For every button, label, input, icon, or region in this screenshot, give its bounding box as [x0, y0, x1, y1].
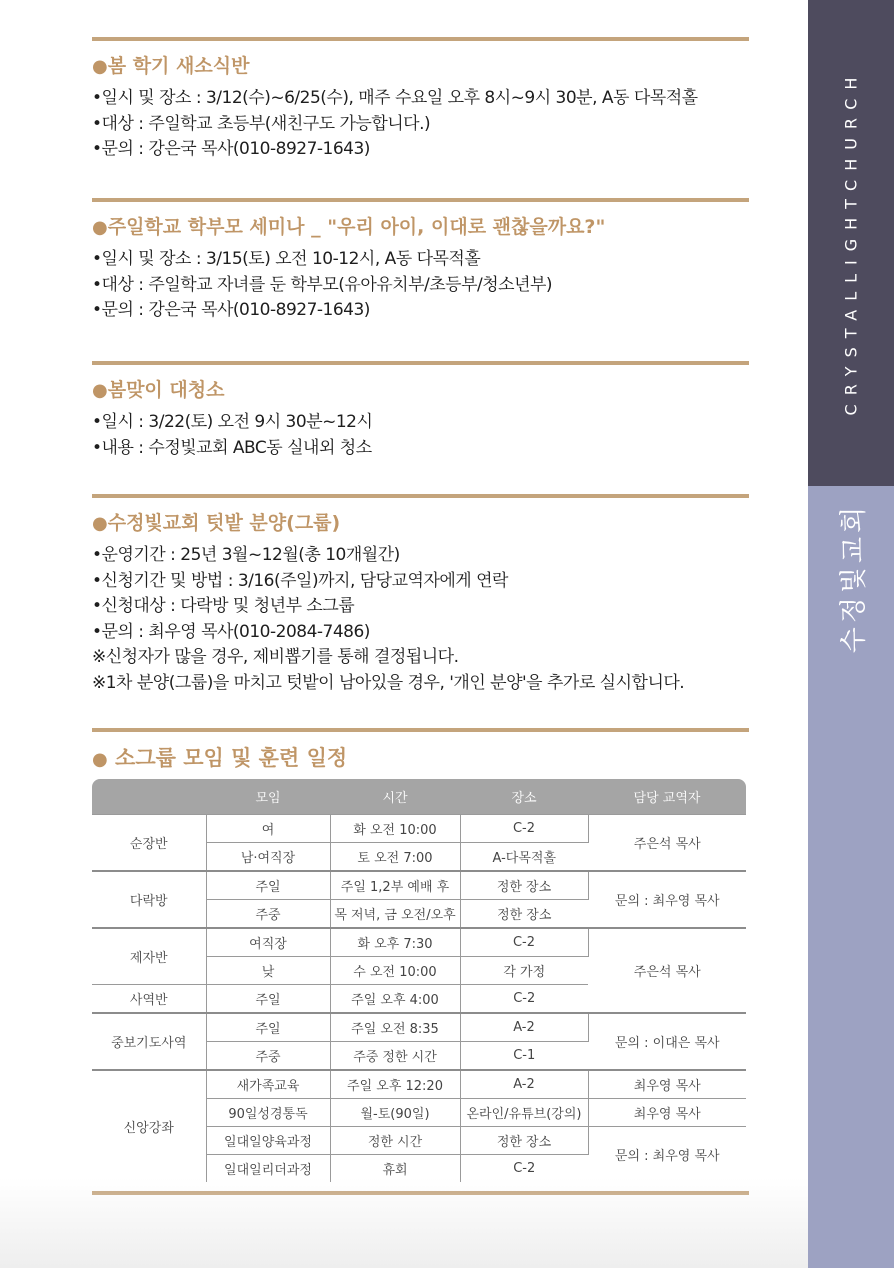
time-cell: 수 오전 10:00	[330, 957, 460, 985]
meeting-cell: 새가족교육	[206, 1070, 330, 1099]
group-name: 순장반	[92, 815, 206, 872]
info-line: •대상 : 주일학교 초등부(새친구도 가능합니다.)	[92, 113, 431, 134]
info-line: •일시 및 장소 : 3/12(수)~6/25(수), 매주 수요일 오후 8시~9시 30분, A동 다목적홀	[92, 88, 698, 108]
meeting-cell: 낮	[206, 957, 330, 985]
meeting-cell: 일대일양육과정	[206, 1127, 330, 1155]
section-divider	[92, 361, 749, 365]
place-cell: C-2	[460, 815, 588, 843]
bullet-dot-icon: ●	[92, 217, 108, 238]
section-parent-seminar	[92, 198, 749, 324]
info-line: •운영기간 : 25년 3월~12월(총 10개월간)	[92, 545, 400, 565]
bullet-dot-icon: ●	[92, 513, 108, 534]
place-cell: 각 가정	[460, 957, 588, 985]
table-row	[92, 815, 746, 843]
meeting-cell: 주일	[206, 871, 330, 900]
meeting-cell: 주일	[206, 1013, 330, 1042]
section-title: ●수정빛교회 텃밭 분양(그룹)	[92, 512, 341, 534]
section-divider	[92, 37, 749, 41]
section-divider	[92, 728, 749, 732]
place-cell: C-1	[460, 1042, 588, 1071]
place-cell: C-2	[513, 1161, 536, 1176]
info-line: •내용 : 수정빛교회 ABC동 실내외 청소	[92, 437, 372, 458]
leader-cell: 최우영 목사	[588, 1070, 746, 1099]
sidebar-english-title: CRYSTALLIGHTCHURCH	[841, 68, 861, 416]
info-line: •일시 : 3/22(토) 오전 9시 30분~12시	[92, 412, 373, 432]
section-spring-news-class	[92, 37, 749, 163]
meeting-cell: 주중	[206, 1042, 330, 1071]
meeting-cell: 주중	[206, 900, 330, 929]
group-name: 다락방	[92, 871, 206, 928]
time-cell: 주일 오후 4:00	[330, 985, 460, 1014]
schedule-table	[92, 779, 746, 1182]
table-row	[92, 871, 746, 900]
leader-cell: 최우영 목사	[588, 1099, 746, 1127]
section-divider	[92, 198, 749, 202]
info-line: •대상 : 주일학교 자녀를 둔 학부모(유아유치부/초등부/청소년부)	[92, 274, 553, 295]
meeting-cell: 여	[206, 815, 330, 843]
sidebar-korean-title: 수정빛교회	[838, 502, 870, 654]
time-cell: 주중 정한 시간	[330, 1042, 460, 1071]
header-time: 시간	[330, 779, 460, 815]
meeting-cell: 남·여직장	[206, 843, 330, 872]
table-row	[92, 1013, 746, 1042]
group-name: 사역반	[92, 985, 206, 1014]
header-group	[92, 779, 206, 815]
meeting-cell: 주일	[206, 985, 330, 1014]
meeting-cell: 90일성경통독	[206, 1099, 330, 1127]
section-title: ● 소그룹 모임 및 훈련 일정	[92, 746, 348, 770]
time-cell: 월-토(90일)	[330, 1099, 460, 1127]
place-cell: A-2	[460, 1013, 588, 1042]
time-cell: 토 오전 7:00	[330, 843, 460, 872]
page-shadow	[0, 1178, 808, 1268]
place-cell: 온라인/유튜브(강의)	[460, 1099, 588, 1127]
info-line: •문의 : 강은국 목사(010-8927-1643)	[92, 300, 370, 320]
info-line: •신청기간 및 방법 : 3/16(주일)까지, 담당교역자에게 연락	[92, 570, 508, 591]
group-name: 제자반	[92, 928, 206, 985]
info-line: •문의 : 강은국 목사(010-8927-1643)	[92, 139, 370, 159]
group-name: 중보기도사역	[92, 1013, 206, 1070]
place-cell: A-2	[460, 1070, 588, 1099]
note-line: ※1차 분양(그룹)을 마치고 텃밭이 남아있을 경우, '개인 분양'을 추가로 실시합니다.	[92, 672, 685, 693]
place-cell: 정한 장소	[460, 1127, 588, 1155]
place-cell: C-2	[460, 928, 588, 957]
table-header-row	[92, 779, 746, 815]
leader-cell: 문의 : 이대은 목사	[588, 1013, 746, 1070]
meeting-cell: 여직장	[206, 928, 330, 957]
header-place: 장소	[460, 779, 588, 815]
section-garden-allotment	[92, 494, 749, 696]
leader-cell: 주은석 목사	[588, 928, 746, 1013]
place-cell: A-다목적홀	[460, 843, 588, 872]
leader-cell: 문의 : 최우영 목사	[588, 871, 746, 928]
note-line: ※신청자가 많을 경우, 제비뽑기를 통해 결정됩니다.	[92, 647, 459, 667]
header-leader: 담당 교역자	[588, 779, 746, 815]
table-row	[92, 1070, 746, 1099]
group-name: 신앙강좌	[92, 1070, 206, 1182]
section-spring-cleaning	[92, 361, 749, 461]
time-cell: 정한 시간	[330, 1127, 460, 1155]
meeting-cell: 일대일리더과정	[206, 1155, 330, 1183]
time-cell: 주일 1,2부 예배 후	[330, 871, 460, 900]
time-cell: 화 오전 10:00	[330, 815, 460, 843]
time-cell: 휴회	[330, 1155, 460, 1183]
table-row	[92, 928, 746, 957]
leader-cell: 주은석 목사	[588, 815, 746, 872]
bullet-dot-icon: ●	[92, 56, 108, 77]
bullet-dot-icon: ●	[92, 380, 108, 401]
section-title: ●봄맞이 대청소	[92, 379, 225, 401]
section-divider	[92, 494, 749, 498]
section-title: ●봄 학기 새소식반	[92, 55, 250, 77]
place-cell: C-2	[460, 985, 588, 1014]
time-cell: 목 저녁, 금 오전/오후	[330, 900, 460, 929]
time-cell: 주일 오후 12:20	[330, 1070, 460, 1099]
info-line: •신청대상 : 다락방 및 청년부 소그룹	[92, 596, 355, 616]
time-cell: 주일 오전 8:35	[330, 1013, 460, 1042]
header-meeting: 모임	[206, 779, 330, 815]
section-small-group-schedule	[92, 728, 749, 772]
bullet-dot-icon: ●	[92, 749, 108, 770]
info-line: •문의 : 최우영 목사(010-2084-7486)	[92, 621, 370, 642]
place-cell: 정한 장소	[460, 871, 588, 900]
section-title: ●주일학교 학부모 세미나 _ "우리 아이, 이대로 괜찮을까요?"	[92, 216, 606, 238]
place-cell: 정한 장소	[460, 900, 588, 929]
info-line: •일시 및 장소 : 3/15(토) 오전 10-12시, A동 다목적홀	[92, 249, 481, 269]
time-cell: 화 오후 7:30	[330, 928, 460, 957]
leader-cell: 문의 : 최우영 목사	[614, 1149, 720, 1164]
